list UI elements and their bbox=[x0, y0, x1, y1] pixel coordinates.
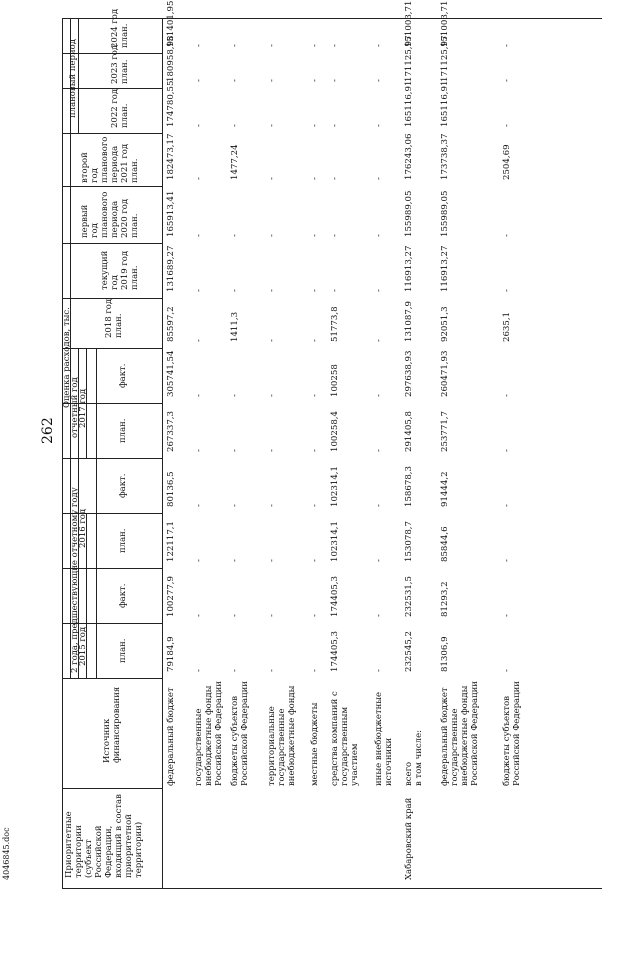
row-0-value-7: 131689,27 bbox=[166, 245, 176, 292]
row-7-value-9: 176243,06 bbox=[404, 133, 414, 180]
row-9-value-7: - bbox=[502, 289, 512, 292]
row-4-value-0: - bbox=[310, 669, 320, 672]
row-6-value-12: - bbox=[374, 44, 384, 47]
row-4-value-10: - bbox=[310, 124, 320, 127]
row-source-3: территориальные государственные внебюджетные фонды bbox=[267, 685, 297, 786]
header-source: Источник финансирования bbox=[102, 686, 122, 763]
row-5-value-4: 100258,4 bbox=[330, 410, 340, 452]
header-col-sep-v4 bbox=[62, 458, 162, 459]
row-1-value-6: - bbox=[194, 339, 204, 342]
row-0-value-12: 151401,95 bbox=[166, 0, 176, 47]
row-4-value-12: - bbox=[310, 44, 320, 47]
header-plan-period: плановый период bbox=[68, 39, 78, 118]
row-5-value-5: 100258 bbox=[330, 364, 340, 397]
row-7-value-2: 153078,7 bbox=[404, 520, 414, 562]
row-8-value-11: 171125,97 bbox=[440, 35, 450, 82]
header-bottom-border bbox=[162, 18, 163, 888]
header-plan-2017: план. bbox=[118, 418, 128, 443]
row-2-value-3: - bbox=[230, 504, 240, 507]
row-7-value-3: 158678,3 bbox=[404, 465, 414, 507]
row-8-value-0: 81306,9 bbox=[440, 636, 450, 672]
row-1-value-7: - bbox=[194, 289, 204, 292]
row-1-value-9: - bbox=[194, 177, 204, 180]
row-6-value-11: - bbox=[374, 79, 384, 82]
row-8-value-1: 81293,2 bbox=[440, 581, 450, 617]
row-3-value-5: - bbox=[267, 394, 277, 397]
header-plan-2016: план. bbox=[118, 528, 128, 553]
row-source-7: всего в том числе: bbox=[404, 730, 424, 786]
row-source-1: государственные внебюджетные фонды Российской Федерации bbox=[194, 681, 224, 786]
row-source-8: федеральный бюджет государственные внебюджетные фонды Российской Федерации bbox=[440, 681, 480, 786]
row-0-value-8: 165913,41 bbox=[166, 190, 176, 237]
row-source-4: местные бюджеты bbox=[310, 702, 320, 786]
row-5-value-2: 102314,1 bbox=[330, 520, 340, 562]
header-col-sep-source bbox=[62, 788, 162, 789]
row-8-value-10: 165116,91 bbox=[440, 80, 450, 127]
row-7-value-5: 297638,93 bbox=[404, 350, 414, 397]
row-3-value-0: - bbox=[267, 669, 277, 672]
header-two-years: 2 года, предшествующие отчетному году bbox=[70, 487, 80, 673]
row-1-value-0: - bbox=[194, 669, 204, 672]
row-9-value-12: - bbox=[502, 44, 512, 47]
row-0-value-10: 174780,55 bbox=[166, 80, 176, 127]
row-0-value-9: 182473,17 bbox=[166, 133, 176, 180]
row-8-value-7: 116913,27 bbox=[440, 245, 450, 292]
row-3-value-12: - bbox=[267, 44, 277, 47]
row-4-value-2: - bbox=[310, 559, 320, 562]
row-1-value-1: - bbox=[194, 614, 204, 617]
row-6-value-5: - bbox=[374, 394, 384, 397]
row-4-value-6: - bbox=[310, 339, 320, 342]
header-plan-2015: план. bbox=[118, 638, 128, 663]
page-number: 262 bbox=[40, 417, 56, 444]
row-source-5: средства компаний с государственным участием bbox=[330, 691, 360, 786]
row-8-value-8: 155989,05 bbox=[440, 190, 450, 237]
row-7-value-7: 116913,27 bbox=[404, 245, 414, 292]
row-8-value-9: 173738,37 bbox=[440, 133, 450, 180]
row-8-value-12: 151003,71 bbox=[440, 0, 450, 47]
header-2024: 2024 год план. bbox=[110, 8, 130, 48]
row-7-value-4: 291405,8 bbox=[404, 410, 414, 452]
row-6-value-8: - bbox=[374, 234, 384, 237]
row-9-value-1: - bbox=[502, 614, 512, 617]
row-5-value-10: - bbox=[330, 124, 340, 127]
row-6-value-2: - bbox=[374, 559, 384, 562]
row-5-value-6: 51773,8 bbox=[330, 306, 340, 342]
row-3-value-2: - bbox=[267, 559, 277, 562]
row-9-value-0: - bbox=[502, 669, 512, 672]
footer-file-code: 4046845.doc bbox=[2, 827, 11, 880]
header-fact-2016: факт. bbox=[118, 473, 128, 498]
row-8-value-6: 92051,3 bbox=[440, 306, 450, 342]
header-fact-2017: факт. bbox=[118, 363, 128, 388]
row-7-value-0: 232545,2 bbox=[404, 630, 414, 672]
row-8-value-5: 260471,93 bbox=[440, 350, 450, 397]
row-2-value-4: - bbox=[230, 449, 240, 452]
row-3-value-8: - bbox=[267, 234, 277, 237]
header-2022: 2022 год план. bbox=[110, 88, 130, 128]
row-4-value-1: - bbox=[310, 614, 320, 617]
row-6-value-3: - bbox=[374, 504, 384, 507]
row-9-value-4: - bbox=[502, 449, 512, 452]
row-3-value-4: - bbox=[267, 449, 277, 452]
row-9-value-11: - bbox=[502, 79, 512, 82]
row-5-value-1: 174405,3 bbox=[330, 575, 340, 617]
row-8-value-3: 91444,2 bbox=[440, 471, 450, 507]
row-6-value-6: - bbox=[374, 339, 384, 342]
row-8-value-2: 85844,6 bbox=[440, 526, 450, 562]
row-2-value-10: - bbox=[230, 124, 240, 127]
row-5-value-0: 174405,3 bbox=[330, 630, 340, 672]
row-1-value-4: - bbox=[194, 449, 204, 452]
row-7-value-6: 131087,9 bbox=[404, 300, 414, 342]
header-2015: 2015 год bbox=[78, 626, 88, 666]
row-3-value-1: - bbox=[267, 614, 277, 617]
row-9-value-9: 2504,69 bbox=[502, 144, 512, 180]
row-7-value-1: 232531,5 bbox=[404, 575, 414, 617]
row-7-value-8: 155989,05 bbox=[404, 190, 414, 237]
row-0-value-3: 80136,5 bbox=[166, 471, 176, 507]
row-6-value-7: - bbox=[374, 289, 384, 292]
row-3-value-6: - bbox=[267, 339, 277, 342]
row-6-value-1: - bbox=[374, 614, 384, 617]
row-2-value-7: - bbox=[230, 289, 240, 292]
row-4-value-8: - bbox=[310, 234, 320, 237]
row-5-value-11: - bbox=[330, 79, 340, 82]
row-2-value-1: - bbox=[230, 614, 240, 617]
header-territory: Приоритетные территории (субъект Российской Федерации, входящий в состав приоритетной территории) bbox=[64, 794, 144, 878]
row-1-value-11: - bbox=[194, 79, 204, 82]
row-territory-7: Хабаровский край bbox=[404, 797, 414, 880]
row-source-2: бюджеты субъектов Российской Федерации bbox=[230, 681, 250, 786]
row-2-value-6: 1411,3 bbox=[230, 311, 240, 342]
header-2018: 2018 год план. bbox=[104, 298, 124, 338]
row-2-value-12: - bbox=[230, 44, 240, 47]
row-4-value-7: - bbox=[310, 289, 320, 292]
row-6-value-0: - bbox=[374, 669, 384, 672]
row-3-value-10: - bbox=[267, 124, 277, 127]
row-0-value-1: 100277,9 bbox=[166, 575, 176, 617]
header-2023: 2023 год план. bbox=[110, 44, 130, 84]
row-8-value-4: 253771,7 bbox=[440, 410, 450, 452]
row-6-value-10: - bbox=[374, 124, 384, 127]
row-9-value-8: - bbox=[502, 234, 512, 237]
table-border-top bbox=[62, 18, 63, 888]
row-4-value-5: - bbox=[310, 394, 320, 397]
row-2-value-5: - bbox=[230, 394, 240, 397]
table-border-right bbox=[62, 18, 602, 19]
row-9-value-2: - bbox=[502, 559, 512, 562]
row-0-value-4: 267337,3 bbox=[166, 410, 176, 452]
row-6-value-4: - bbox=[374, 449, 384, 452]
row-4-value-9: - bbox=[310, 177, 320, 180]
header-2016: 2016 год bbox=[78, 508, 88, 548]
row-0-value-5: 305741,54 bbox=[166, 350, 176, 397]
row-1-value-8: - bbox=[194, 234, 204, 237]
row-4-value-4: - bbox=[310, 449, 320, 452]
row-7-value-12: 151003,71 bbox=[404, 0, 414, 47]
row-4-value-11: - bbox=[310, 79, 320, 82]
row-source-6: иные внебюджетные источники bbox=[374, 691, 394, 786]
row-1-value-12: - bbox=[194, 44, 204, 47]
row-5-value-8: - bbox=[330, 234, 340, 237]
row-7-value-10: 165116,91 bbox=[404, 80, 414, 127]
header-plan-fact-line bbox=[96, 348, 97, 678]
row-0-value-11: 180958,98 bbox=[166, 35, 176, 82]
row-3-value-11: - bbox=[267, 79, 277, 82]
header-fact-2015: факт. bbox=[118, 583, 128, 608]
row-5-value-3: 102314,1 bbox=[330, 465, 340, 507]
row-9-value-3: - bbox=[502, 504, 512, 507]
row-0-value-2: 122117,1 bbox=[166, 520, 176, 562]
header-report-year: отчетный год bbox=[70, 377, 80, 438]
row-9-value-5: - bbox=[502, 394, 512, 397]
row-2-value-2: - bbox=[230, 559, 240, 562]
row-2-value-11: - bbox=[230, 79, 240, 82]
row-5-value-7: - bbox=[330, 289, 340, 292]
row-5-value-12: - bbox=[330, 44, 340, 47]
row-source-0: федеральный бюджет bbox=[166, 687, 176, 786]
row-5-value-9: - bbox=[330, 177, 340, 180]
row-9-value-10: - bbox=[502, 124, 512, 127]
row-6-value-9: - bbox=[374, 177, 384, 180]
row-source-9: бюджеты субъектов Российской Федерации bbox=[502, 681, 522, 786]
row-1-value-5: - bbox=[194, 394, 204, 397]
row-2-value-0: - bbox=[230, 669, 240, 672]
row-4-value-3: - bbox=[310, 504, 320, 507]
header-second-plan-year: второй год планового периода 2021 год план. bbox=[80, 136, 140, 183]
row-0-value-6: 85597,2 bbox=[166, 306, 176, 342]
row-7-value-11: 171125,97 bbox=[404, 35, 414, 82]
header-plan-period-line bbox=[78, 18, 79, 133]
header-estimate: Оценка расходов, тыс. bbox=[62, 307, 72, 408]
row-2-value-8: - bbox=[230, 234, 240, 237]
row-3-value-9: - bbox=[267, 177, 277, 180]
row-0-value-0: 79184,9 bbox=[166, 636, 176, 672]
header-2017: 2017 год bbox=[78, 388, 88, 428]
header-first-plan-year: первый год планового периода 2020 год план. bbox=[80, 191, 140, 238]
header-current-year: текущий год 2019 год план. bbox=[100, 250, 140, 290]
row-3-value-7: - bbox=[267, 289, 277, 292]
row-1-value-3: - bbox=[194, 504, 204, 507]
row-1-value-2: - bbox=[194, 559, 204, 562]
row-1-value-10: - bbox=[194, 124, 204, 127]
row-2-value-9: 1477,24 bbox=[230, 144, 240, 180]
row-9-value-6: 2635,1 bbox=[502, 311, 512, 342]
row-3-value-3: - bbox=[267, 504, 277, 507]
budget-table bbox=[62, 0, 602, 888]
